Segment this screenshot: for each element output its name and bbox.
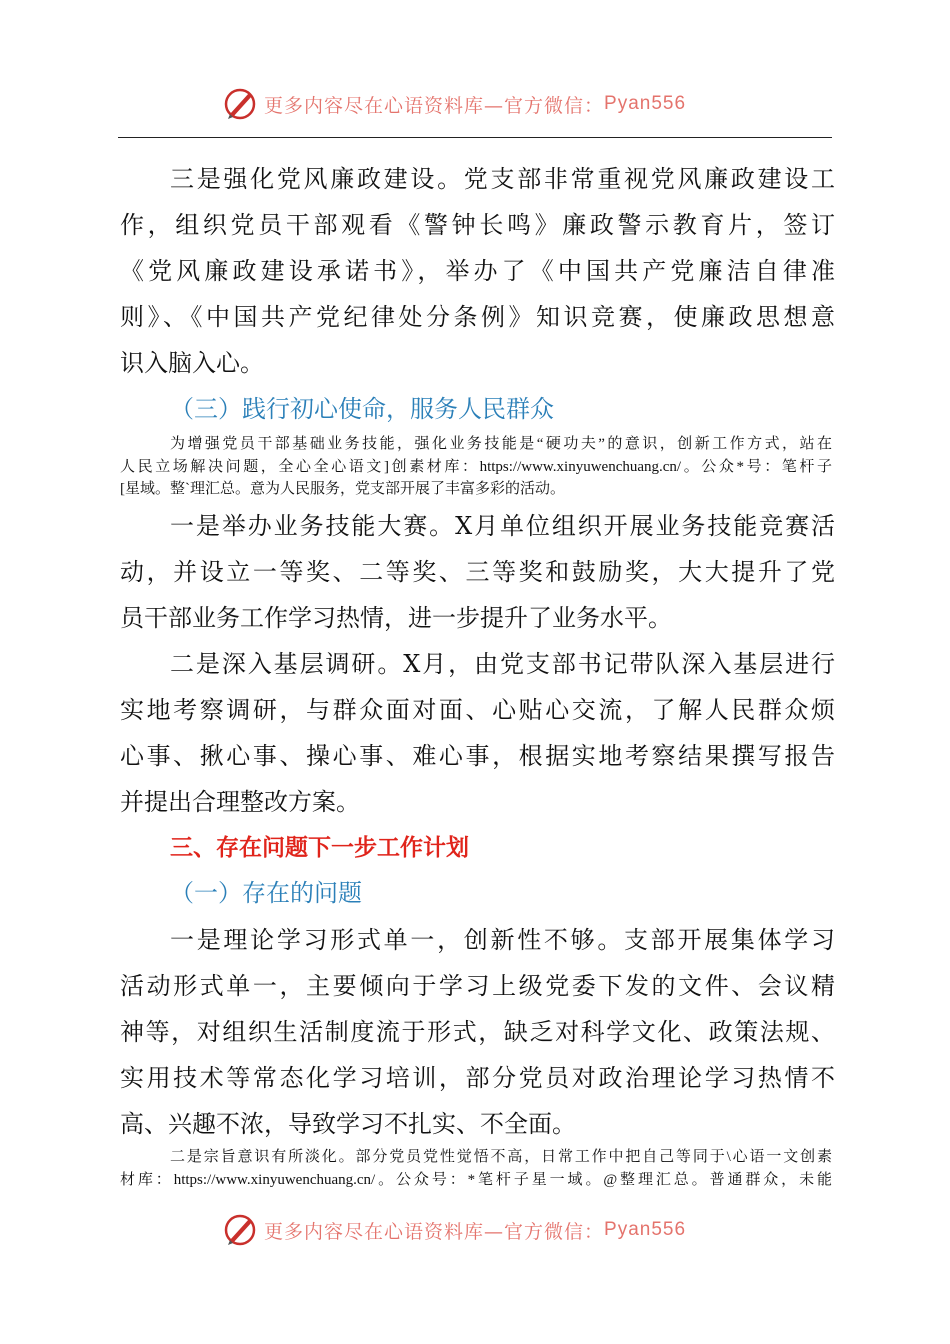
subheading-1: （一）存在的问题 xyxy=(170,879,362,907)
small-note-line: 为增强党员干部基础业务技能，强化业务技能是“硬功夫”的意识，创新工作方式，站在 xyxy=(170,436,832,452)
para-line: 则》、《中国共产党纪律处分条例》知识竞赛，使廉政思想意 xyxy=(120,303,835,331)
para-line: 实地考察调研，与群众面对面、心贴心交流，了解人民群众烦 xyxy=(120,696,835,724)
main-heading: 三、存在问题下一步工作计划 xyxy=(170,835,469,861)
small-note-line: 材库：https://www.xinyuwenchuang.cn/。公众号：*笔杆子星一域。@整理汇总。普通群众，未能 xyxy=(120,1172,832,1188)
para-line: 作，组织党员干部观看《警钟长鸣》廉政警示教育片，签订 xyxy=(120,211,835,239)
para-line: 活动形式单一，主要倾向于学习上级党委下发的文件、会议精 xyxy=(120,972,835,1000)
banner-text: 更多内容尽在心语资料库—官方微信： xyxy=(264,1220,605,1243)
para-line: 并提出合理整改方案。 xyxy=(120,788,360,816)
para-line: 心事、揪心事、操心事、难心事，根据实地考察结果撰写报告 xyxy=(120,742,835,770)
banner-account: Pyan556 xyxy=(604,93,687,114)
small-note-line: 人民立场解决问题，全心全心语文]创素材库：https://www.xinyuwenchuang.cn/。公众*号：笔杆子 xyxy=(120,459,832,475)
para-line: 动，并设立一等奖、二等奖、三等奖和鼓励奖，大大提升了党 xyxy=(120,558,835,586)
header-banner xyxy=(222,84,742,124)
para-line: 神等，对组织生活制度流于形式，缺乏对科学文化、政策法规、 xyxy=(120,1018,835,1046)
banner-text: 更多内容尽在心语资料库—官方微信： xyxy=(264,94,605,117)
pen-logo-icon xyxy=(222,1212,258,1248)
para-line: 三是强化党风廉政建设。党支部非常重视党风廉政建设工 xyxy=(170,165,835,193)
para-line: 《党风廉政建设承诺书》，举办了《中国共产党廉洁自律准 xyxy=(120,257,835,285)
small-note-line: 二是宗旨意识有所淡化。部分党员党性觉悟不高，日常工作中把自己等同于\心语一文创素 xyxy=(170,1149,832,1165)
para-line: 员干部业务工作学习热情，进一步提升了业务水平。 xyxy=(120,604,672,632)
para-line: 二是深入基层调研。X月，由党支部书记带队深入基层进行 xyxy=(170,650,835,678)
para-line: 高、兴趣不浓，导致学习不扎实、不全面。 xyxy=(120,1110,576,1138)
small-note-line: [星域。整`理汇总。意为人民服务，党支部开展了丰富多彩的活动。 xyxy=(120,481,565,497)
para-line: 实用技术等常态化学习培训，部分党员对政治理论学习热情不 xyxy=(120,1064,835,1092)
footer-banner xyxy=(222,1210,742,1250)
banner-account: Pyan556 xyxy=(604,1219,687,1240)
para-line: 识入脑入心。 xyxy=(120,349,264,377)
header-rule xyxy=(118,137,832,138)
para-line: 一是理论学习形式单一，创新性不够。支部开展集体学习 xyxy=(170,926,835,954)
para-line: 一是举办业务技能大赛。X月单位组织开展业务技能竞赛活 xyxy=(170,512,835,540)
pen-logo-icon xyxy=(222,86,258,122)
subheading-3: （三）践行初心使命，服务人民群众 xyxy=(170,395,554,423)
